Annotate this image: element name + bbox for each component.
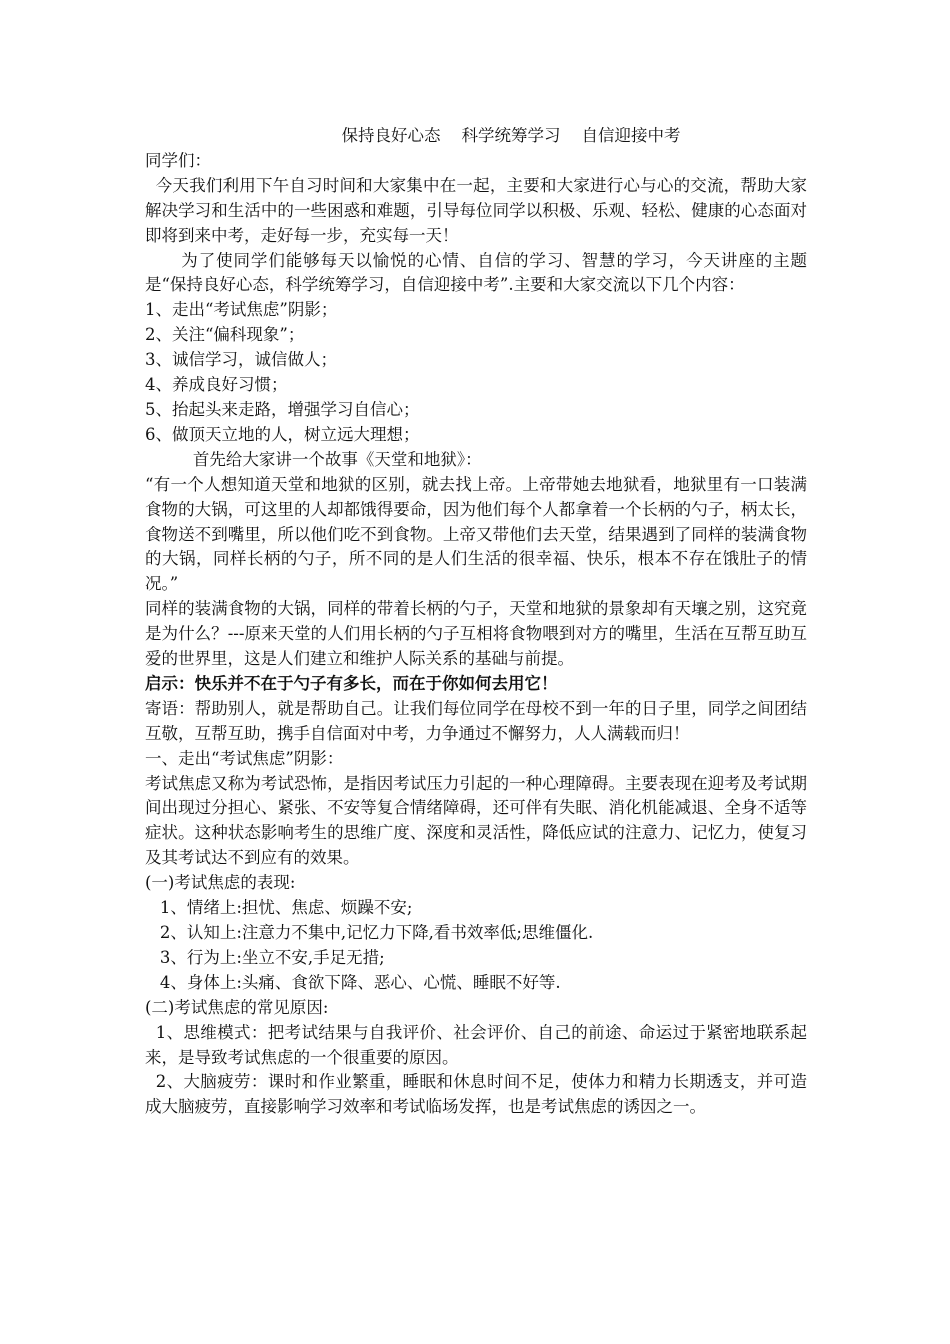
symptom-item: 3、行为上:坐立不安,手足无措; xyxy=(159,947,385,967)
document-page xyxy=(145,124,807,1120)
symptom-list xyxy=(145,896,807,996)
story-analysis-paragraph: 同样的装满食物的大锅，同样的带着长柄的勺子，天堂和地狱的景象却有天壤之别，这究竟是为什么？---原来天堂的人们用长柄的勺子互相将食物喂到对方的嘴里，生活在互帮互助互爱的世界里，这是人们建立和维护人际关系的基础与前提。 xyxy=(145,599,807,669)
greeting: 同学们： xyxy=(145,150,211,170)
symptom-item: 2、认知上:注意力不集中,记忆力下降,看书效率低;思维僵化. xyxy=(159,923,594,942)
topic-item: 3、诚信学习，诚信做人； xyxy=(145,350,337,370)
story-paragraph: “有一个人想知道天堂和地狱的区别，就去找上帝。上帝带她去地狱看，地狱里有一口装满食物的大锅，可这里的人却都饿得要命，因为他们每个人都拿着一个长柄的勺子，柄太长，食物送不到嘴里，所以他们吃不到食物。上帝又带他们去天堂，结果遇到了同样的装满食物的大锅，同样长柄的勺子，所不同的是人们生活的很幸福、快乐，根本不存在饿肚子的情况。” xyxy=(145,474,807,594)
topic-item: 6、做顶天立地的人，树立远大理想； xyxy=(145,424,420,444)
symptom-item: 1、情绪上:担忧、焦虑、烦躁不安; xyxy=(159,898,413,918)
topic-list xyxy=(145,298,807,447)
cause-item: 1、思维模式：把考试结果与自我评价、社会评价、自己的前途、命运过于紧密地联系起来，是导致考试焦虑的一个很重要的原因。 xyxy=(145,1022,807,1067)
document-title: 保持良好心态 科学统筹学习 自信迎接中考 xyxy=(341,126,681,145)
cause-item: 2、大脑疲劳：课时和作业繁重，睡眠和休息时间不足，使体力和精力长期透支，并可造成大脑疲劳，直接影响学习效率和考试临场发挥，也是考试焦虑的诱因之一。 xyxy=(145,1072,807,1117)
symptom-item: 4、身体上:头痛、食欲下降、恶心、心慌、睡眠不好等. xyxy=(159,972,561,992)
intro-paragraph: 今天我们利用下午自习时间和大家集中在一起，主要和大家进行心与心的交流，帮助大家解决学习和生活中的一些困惑和难题，引导每位同学以积极、乐观、轻松、健康的心态面对即将到来中考，走好每一步，充实每一天！ xyxy=(145,175,807,245)
topic-item: 1、走出“考试焦虑”阴影； xyxy=(145,300,338,320)
section-1-description: 考试焦虑又称为考试恐怖，是指因考试压力引起的一种心理障碍。主要表现在迎考及考试期间出现过分担心、紧张、不安等复合情绪障碍，还可伴有失眠、消化机能减退、全身不适等症状。这种状态影响考生的思维广度、深度和灵活性，降低应试的注意力、记忆力，使复习及其考试达不到应有的效果。 xyxy=(145,773,807,868)
subsection-1-heading: (一)考试焦虑的表现: xyxy=(145,873,296,893)
topic-item: 5、抬起头来走路，增强学习自信心； xyxy=(145,399,420,419)
section-1-heading: 一、走出“考试焦虑”阴影： xyxy=(145,748,344,768)
subsection-2-heading: (二)考试焦虑的常见原因: xyxy=(145,997,329,1017)
theme-paragraph: 为了使同学们能够每天以愉悦的心情、自信的学习、智慧的学习，今天讲座的主题是“保持良好心态，科学统筹学习，自信迎接中考”.主要和大家交流以下几个内容： xyxy=(145,250,807,295)
topic-item: 4、养成良好习惯； xyxy=(145,375,288,395)
message-paragraph: 寄语：帮助别人，就是帮助自己。让我们每位同学在母校不到一年的日子里，同学之间团结互敬，互帮互助，携手自信面对中考，力争通过不懈努力，人人满载而归！ xyxy=(145,698,807,743)
story-intro: 首先给大家讲一个故事《天堂和地狱》： xyxy=(192,449,482,469)
insight-line: 启示：快乐并不在于勺子有多长，而在于你如何去用它！ xyxy=(145,673,558,693)
topic-item: 2、关注“偏科现象”； xyxy=(145,325,305,345)
